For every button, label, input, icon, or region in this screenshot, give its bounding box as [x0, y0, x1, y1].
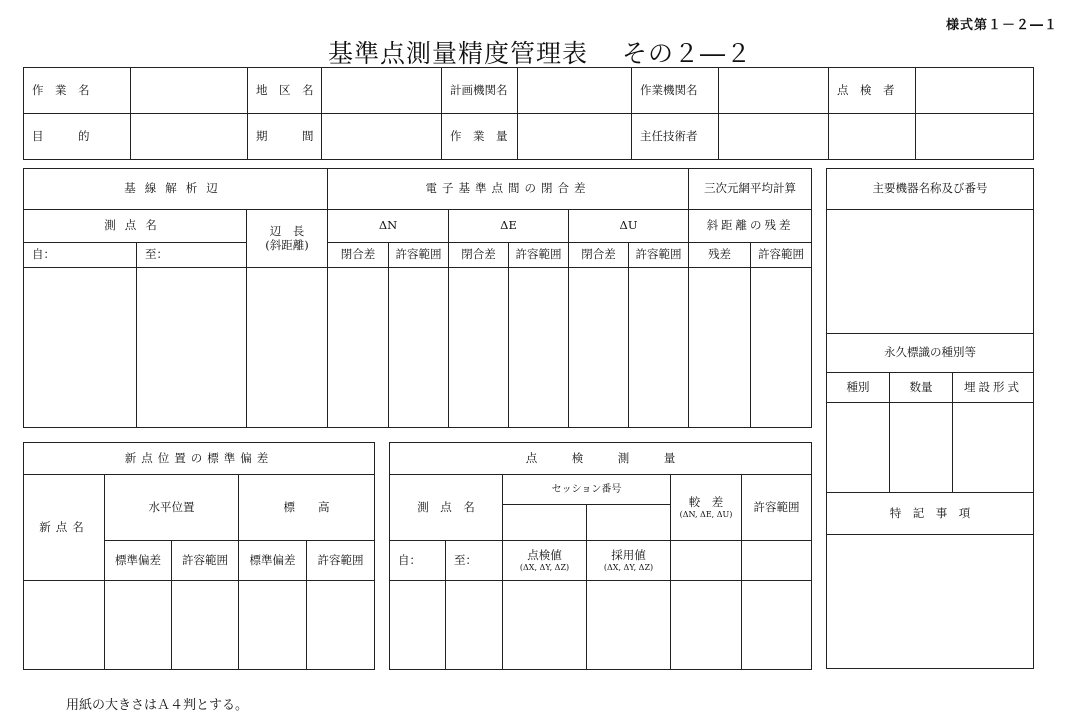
header-side-length: [247, 210, 328, 268]
cell-check-value[interactable]: [503, 581, 587, 670]
header-new-point-name: 新点名: [24, 475, 105, 581]
header-tolerance-residual: 許容範囲: [751, 243, 812, 268]
cell-inspection-from[interactable]: [390, 581, 446, 670]
form-number: 様式第１－２―１: [945, 18, 1058, 33]
page-title: [240, 34, 840, 70]
slope-distance-label: (斜距離): [265, 237, 309, 252]
header-new-point-title: 新点位置の標準偏差: [24, 443, 375, 475]
header-horizontal: 水平位置: [105, 475, 239, 541]
cell-closure-n[interactable]: [328, 268, 389, 428]
label-inspection-from: 自：: [390, 541, 446, 581]
label-inspector: 点 検 者: [829, 68, 916, 114]
field-chief-engineer[interactable]: [719, 114, 829, 160]
header-closure-u: 閉合差: [569, 243, 629, 268]
inspection-table: [389, 442, 812, 670]
difference-label: 較 差: [688, 495, 724, 510]
field-period[interactable]: [322, 114, 442, 160]
header-remarks: 特 記 事 項: [827, 493, 1034, 535]
field-work-org[interactable]: [719, 68, 829, 114]
header-tolerance-n: 許容範囲: [389, 243, 449, 268]
baseline-table: [23, 168, 812, 428]
header-adopted-value: [587, 541, 671, 581]
header-equipment: 主要機器名称及び番号: [827, 169, 1034, 210]
side-length-label: 辺 長: [269, 224, 305, 239]
cell-std-dev-elevation[interactable]: [239, 581, 307, 670]
header-std-dev-elevation: 標準偏差: [239, 541, 307, 581]
cell-kind[interactable]: [827, 403, 890, 493]
field-purpose[interactable]: [131, 114, 248, 160]
title-sub: その２―２: [622, 39, 753, 68]
header-delta-n: ΔN: [328, 210, 449, 243]
header-std-dev-horizontal: 標準偏差: [105, 541, 172, 581]
label-from: 自：: [24, 243, 137, 268]
header-network-adjustment: 三次元網平均計算: [689, 169, 812, 210]
cell-equipment[interactable]: [827, 210, 1034, 334]
cell-burial-type[interactable]: [953, 403, 1034, 493]
new-point-table: [23, 442, 375, 670]
field-planning-org[interactable]: [518, 68, 632, 114]
label-planning-org: 計画機関名: [442, 68, 518, 114]
label-chief-engineer: 主任技術者: [632, 114, 719, 160]
cell-to[interactable]: [137, 268, 247, 428]
title-main: 基準点測量精度管理表: [327, 39, 588, 68]
cell-tolerance-u[interactable]: [629, 268, 689, 428]
check-value-label: 点検値: [527, 548, 562, 563]
field-inspector[interactable]: [916, 68, 1034, 114]
header-marker: 永久標識の種別等: [827, 334, 1034, 373]
cell-closure-u[interactable]: [569, 268, 629, 428]
cell-side-length[interactable]: [247, 268, 328, 428]
equipment-table: [826, 168, 1034, 669]
adopted-value-label: 採用値: [611, 548, 646, 563]
header-closure-error: 電子基準点間の閉合差: [328, 169, 689, 210]
label-purpose: 目 的: [24, 114, 131, 160]
header-kind: 種別: [827, 373, 890, 403]
cell-session-1[interactable]: [503, 505, 587, 541]
header-elevation: 標 高: [239, 475, 375, 541]
cell-residual[interactable]: [689, 268, 751, 428]
field-blank-b[interactable]: [916, 114, 1034, 160]
header-residual: 残差: [689, 243, 751, 268]
cell-tolerance-header-blank: [742, 541, 812, 581]
header-tolerance-e: 許容範囲: [509, 243, 569, 268]
header-tolerance-u: 許容範囲: [629, 243, 689, 268]
label-period: 期 間: [248, 114, 322, 160]
cell-adopted-value[interactable]: [587, 581, 671, 670]
header-delta-u: ΔU: [569, 210, 689, 243]
cell-quantity[interactable]: [890, 403, 953, 493]
label-work-name: 作 業 名: [24, 68, 131, 114]
footnote: 用紙の大きさはＡ４判とする。: [66, 698, 249, 713]
cell-closure-e[interactable]: [449, 268, 509, 428]
field-work-volume[interactable]: [518, 114, 632, 160]
header-inspection-station: 測 点 名: [390, 475, 503, 541]
header-station-name: 測点名: [24, 210, 247, 243]
header-burial-type: 埋設形式: [953, 373, 1034, 403]
adopted-value-sub: (ΔX, ΔY, ΔZ): [603, 562, 654, 572]
header-closure-n: 閉合差: [328, 243, 389, 268]
header-inspection-tolerance: 許容範囲: [742, 475, 812, 541]
cell-remarks[interactable]: [827, 535, 1034, 669]
cell-tolerance-elevation[interactable]: [307, 581, 375, 670]
difference-sub: (ΔN, ΔE, ΔU): [679, 509, 733, 519]
cell-tolerance-e[interactable]: [509, 268, 569, 428]
label-work-org: 作業機関名: [632, 68, 719, 114]
cell-tolerance-n[interactable]: [389, 268, 449, 428]
field-district-name[interactable]: [322, 68, 442, 114]
header-quantity: 数量: [890, 373, 953, 403]
cell-tolerance-residual[interactable]: [751, 268, 812, 428]
cell-difference-header-blank: [671, 541, 742, 581]
cell-new-point-name[interactable]: [24, 581, 105, 670]
header-session-number: セッション番号: [503, 475, 671, 505]
label-inspection-to: 至：: [446, 541, 503, 581]
header-inspection-title: 点 検 測 量: [390, 443, 812, 475]
header-tolerance-horizontal: 許容範囲: [172, 541, 239, 581]
header-delta-e: ΔE: [449, 210, 569, 243]
cell-tolerance-horizontal[interactable]: [172, 581, 239, 670]
header-slope-residual: 斜距離の残差: [689, 210, 812, 243]
header-baseline-analysis: 基線解析辺: [24, 169, 328, 210]
label-to: 至：: [137, 243, 247, 268]
cell-difference[interactable]: [671, 581, 742, 670]
header-check-value: [503, 541, 587, 581]
field-blank-a[interactable]: [829, 114, 916, 160]
label-work-volume: 作 業 量: [442, 114, 518, 160]
field-work-name[interactable]: [131, 68, 248, 114]
header-closure-e: 閉合差: [449, 243, 509, 268]
cell-session-2[interactable]: [587, 505, 671, 541]
header-difference: [671, 475, 742, 541]
header-tolerance-elevation: 許容範囲: [307, 541, 375, 581]
cell-inspection-to[interactable]: [446, 581, 503, 670]
label-district-name: 地 区 名: [248, 68, 322, 114]
header-table: [23, 67, 1034, 160]
cell-inspection-tolerance[interactable]: [742, 581, 812, 670]
check-value-sub: (ΔX, ΔY, ΔZ): [519, 562, 570, 572]
cell-from[interactable]: [24, 268, 137, 428]
cell-std-dev-horizontal[interactable]: [105, 581, 172, 670]
